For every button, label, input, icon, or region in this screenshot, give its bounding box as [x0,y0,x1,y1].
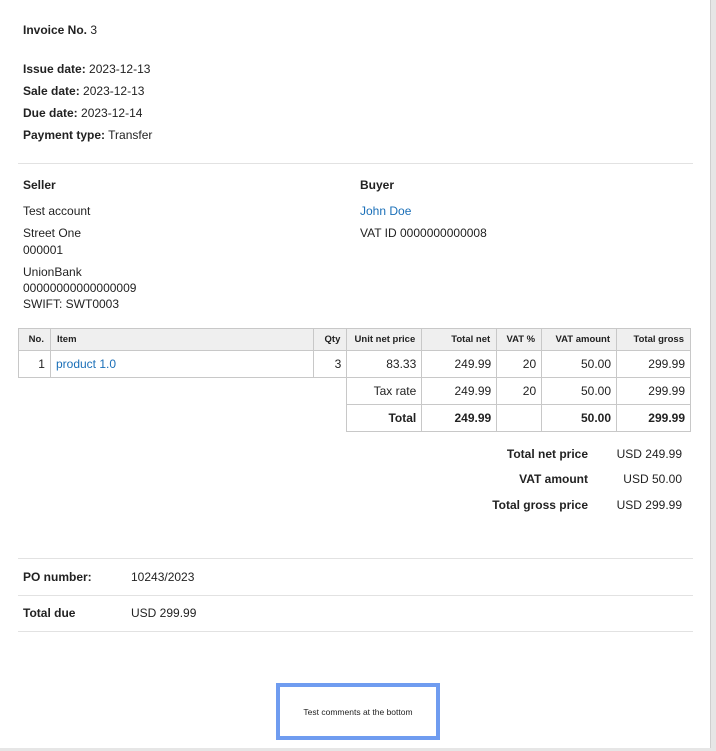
total-due-value: USD 299.99 [131,606,197,620]
seller-swift: SWIFT: SWT0003 [23,297,120,311]
cell-total-net: 249.99 [422,351,497,378]
seller-account: 00000000000000009 [23,281,137,295]
tax-rate-row [19,378,691,405]
cell-vat-amount: 50.00 [542,351,617,378]
divider [18,631,693,632]
tax-rate-vat-amount: 50.00 [542,378,617,405]
comments-text: Test comments at the bottom [303,706,413,717]
po-number-label: PO number: [23,570,92,584]
buyer-heading: Buyer [360,178,395,192]
seller-postal: 000001 [23,243,64,257]
summary-total-gross-value: USD 299.99 [616,498,682,512]
col-header-unit-net: Unit net price [347,329,422,351]
divider [18,558,693,559]
tax-rate-vat-pct: 20 [497,378,542,405]
sale-date-value: 2023-12-13 [83,84,145,98]
summary-total-net-label: Total net price [506,447,588,461]
cell-qty: 3 [314,351,347,378]
sale-date-label: Sale date: [23,84,80,98]
seller-street: Street One [23,226,82,240]
total-label: Total [347,405,422,432]
divider [18,595,693,596]
table-row [19,351,691,378]
seller-name: Test account [23,204,91,218]
comments-box[interactable] [276,683,440,740]
summary-vat-label: VAT amount [519,472,588,486]
issue-date-value: 2023-12-13 [89,62,151,76]
cell-no: 1 [19,351,51,378]
due-date-value: 2023-12-14 [81,106,143,120]
po-number-value: 10243/2023 [131,570,195,584]
due-date-label: Due date: [23,106,78,120]
tax-rate-label: Tax rate [347,378,422,405]
cell-vat-pct: 20 [497,351,542,378]
page-edge [710,0,716,751]
summary-vat-value: USD 50.00 [623,472,682,486]
payment-type-value: Transfer [108,128,153,142]
col-header-total-net: Total net [422,329,497,351]
item-product-link[interactable]: product 1.0 [50,351,313,378]
col-header-qty: Qty [314,329,347,351]
summary-total-net-value: USD 249.99 [616,447,682,461]
divider [18,163,693,164]
total-gross: 299.99 [617,405,691,432]
payment-type-label: Payment type: [23,128,106,142]
sale-date [23,84,144,98]
total-vat-amount: 50.00 [542,405,617,432]
total-due-label: Total due [23,606,76,620]
seller-heading: Seller [23,178,56,192]
invoice-number-value: 3 [90,23,98,37]
total-vat-pct [497,405,542,432]
col-header-item: Item [50,329,313,351]
payment-type [23,128,152,142]
total-row [19,405,691,432]
buyer-vat-id: VAT ID 0000000000008 [360,226,487,240]
seller-bank: UnionBank [23,265,82,279]
buyer-name-link[interactable]: John Doe [360,204,412,218]
tax-rate-total-net: 249.99 [422,378,497,405]
issue-date [23,62,150,76]
issue-date-label: Issue date: [23,62,86,76]
summary-total-gross-label: Total gross price [492,498,588,512]
total-net: 249.99 [422,405,497,432]
items-table [18,328,691,432]
invoice-number [23,23,97,37]
col-header-total-gross: Total gross [617,329,691,351]
col-header-vat-pct: VAT % [497,329,542,351]
cell-unit-net: 83.33 [347,351,422,378]
due-date [23,106,142,120]
tax-rate-total-gross: 299.99 [617,378,691,405]
cell-total-gross: 299.99 [617,351,691,378]
col-header-no: No. [19,329,51,351]
invoice-number-label: Invoice No. [23,23,88,37]
table-header-row [19,329,691,351]
col-header-vat-amount: VAT amount [542,329,617,351]
